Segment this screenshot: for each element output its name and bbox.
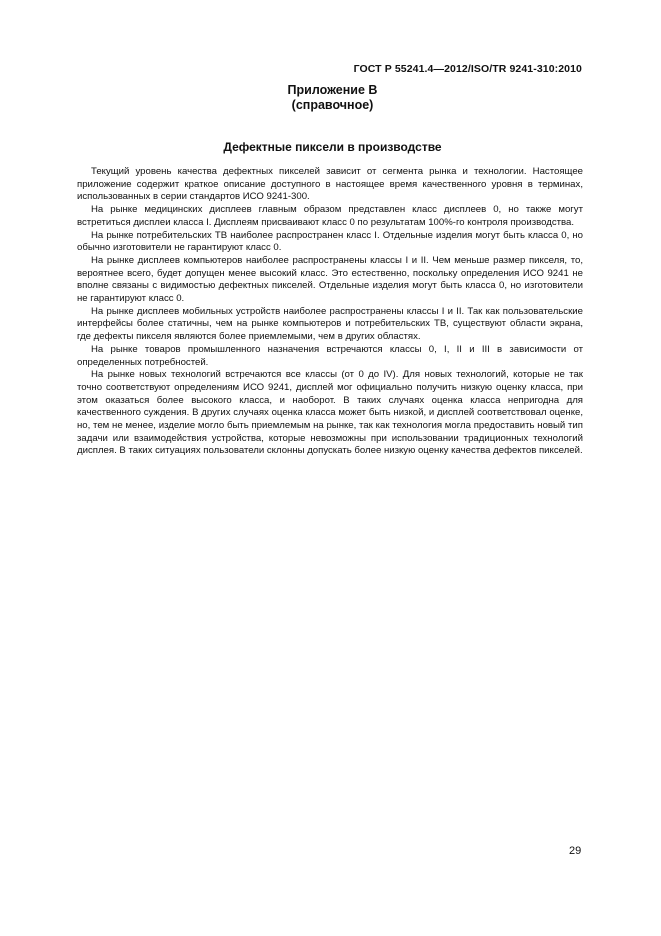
standard-code-header: ГОСТ Р 55241.4—2012/ISO/TR 9241-310:2010 (353, 63, 582, 75)
paragraph-computer-displays: На рынке дисплеев компьютеров наиболее распространены классы I и II. Чем меньше размер пикселя, то, вероятнее всего, будет допущен менее высокий класс. Это естественно, поскольку определения ИСО 9241 не вполне связаны с видимостью дефектных пикселей. Отдельные изделия могут быть класса 0, но изготовители не гарантируют класс 0. (77, 254, 583, 305)
paragraph-mobile-displays: На рынке дисплеев мобильных устройств наиболее распространены классы I и II. Так как пользовательские интерфейсы более статичны, чем на рынке компьютеров и потребительских ТВ, существуют области экрана, где дефекты пикселя являются более приемлемыми, чем в других областях. (77, 305, 583, 343)
section-title: Дефектные пиксели в производстве (223, 140, 442, 154)
paragraph-intro: Текущий уровень качества дефектных пикселей зависит от сегмента рынка и технологии. Настоящее приложение содержит краткое описание доступного в настоящее время качественного уровня в терминах, использованных в серии стандартов ИСО 9241-300. (77, 166, 583, 203)
appendix-title: Приложение В (287, 83, 378, 97)
body-text (77, 166, 583, 458)
paragraph-industrial-goods: На рынке товаров промышленного назначения встречаются классы 0, I, II и III в зависимости от определенных потребностей. (77, 343, 583, 368)
paragraph-consumer-tv: На рынке потребительских ТВ наиболее распространен класс I. Отдельные изделия могут быть класса 0, но обычно изготовители не гарантируют класс 0. (77, 229, 583, 254)
paragraph-new-technologies: На рынке новых технологий встречаются все классы (от 0 до IV). Для новых технологий, которые не так точно соответствуют определениям ИСО 9241, дисплей мог официально получить низкую оценку класса, при этом оказаться более высокого класса, и наоборот. В таких случаях оценка класса непригодна для качественного суждения. В других случаях оценка класса может быть низкой, и дисплей соответствовал оценке, но, тем не менее, изделие могло быть приемлемым на рынке, так как технология могла предоставить новый тип задачи или взаимодействия устройства, которые невозможны при использовании традиционных технологий дисплея. В таких ситуациях пользователи склонны допускать более низкую оценку качества дефектов пикселей. (77, 369, 583, 457)
page-number: 29 (569, 845, 582, 857)
paragraph-medical-displays: На рынке медицинских дисплеев главным образом представлен класс дисплеев 0, но также могут встретиться дисплеи класса I. Дисплеям присваивают класс 0 по результатам 100%-го контроля производства. (77, 204, 583, 228)
appendix-subtitle: (справочное) (291, 98, 374, 112)
